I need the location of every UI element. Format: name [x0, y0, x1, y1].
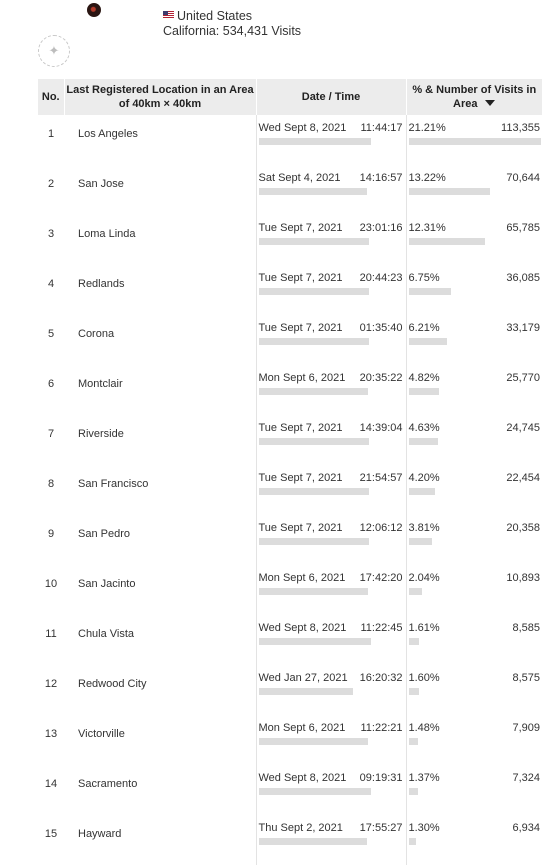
row-count: 25,770 [506, 372, 540, 384]
recency-bar [259, 188, 368, 195]
row-percent: 2.04% [408, 572, 440, 584]
visits-share-bar [409, 238, 486, 245]
row-time: 16:20:32 [359, 672, 403, 684]
row-count: 10,893 [506, 572, 540, 584]
row-time: 17:55:27 [359, 822, 403, 834]
row-time: 11:44:17 [360, 122, 403, 134]
row-location: San Francisco [78, 478, 149, 490]
visits-share-bar [409, 188, 491, 195]
row-date: Tue Sept 7, 2021 [258, 522, 343, 534]
row-date: Wed Jan 27, 2021 [258, 672, 348, 684]
row-percent: 13.22% [408, 172, 446, 184]
row-time: 11:22:45 [360, 622, 403, 634]
row-percent: 6.75% [408, 272, 440, 284]
row-number: 5 [47, 328, 55, 340]
header-no: No. [38, 79, 64, 115]
row-datetime [256, 465, 406, 515]
row-visits [406, 665, 542, 715]
row-count: 7,909 [512, 722, 540, 734]
row-date: Tue Sept 7, 2021 [258, 272, 343, 284]
table-row [38, 265, 542, 315]
visits-share-bar [409, 788, 418, 795]
row-visits [406, 715, 542, 765]
sort-descending-icon[interactable] [485, 100, 495, 106]
row-datetime [256, 215, 406, 265]
row-count: 8,575 [512, 672, 540, 684]
row-percent: 4.20% [408, 472, 440, 484]
visits-share-bar [409, 338, 447, 345]
row-percent: 4.63% [408, 422, 440, 434]
row-time: 20:44:23 [359, 272, 403, 284]
row-number: 7 [47, 428, 55, 440]
recency-bar [259, 238, 370, 245]
row-time: 01:35:40 [359, 322, 403, 334]
recency-bar [259, 438, 370, 445]
row-datetime [256, 265, 406, 315]
row-count: 20,358 [506, 522, 540, 534]
row-date: Wed Sept 8, 2021 [258, 622, 347, 634]
row-date: Mon Sept 6, 2021 [258, 572, 346, 584]
table-row [38, 765, 542, 815]
row-number: 4 [47, 278, 55, 290]
visits-share-bar [409, 738, 418, 745]
visits-share-bar [409, 438, 438, 445]
table-row [38, 615, 542, 665]
visits-share-bar [409, 138, 541, 145]
row-count: 6,934 [512, 822, 540, 834]
row-datetime [256, 115, 406, 165]
header-datetime: Date / Time [256, 79, 406, 115]
location-marker-icon [87, 3, 101, 17]
header-location: Last Registered Location in an Area of 40km × 40km [64, 79, 256, 115]
visits-share-bar [409, 588, 422, 595]
row-datetime [256, 815, 406, 865]
row-number: 13 [44, 728, 58, 740]
row-time: 14:39:04 [359, 422, 403, 434]
header-visits-label: % & Number of Visits in Area [412, 84, 537, 110]
row-location: Redwood City [78, 678, 147, 690]
row-time: 09:19:31 [359, 772, 403, 784]
row-datetime [256, 365, 406, 415]
table-row [38, 365, 542, 415]
row-number: 2 [47, 178, 55, 190]
table-row [38, 415, 542, 465]
recency-bar [259, 838, 368, 845]
row-number: 6 [47, 378, 55, 390]
country-line [163, 9, 301, 24]
recency-bar [259, 688, 353, 695]
watermark-logo: ✦ [38, 35, 70, 67]
row-date: Tue Sept 7, 2021 [258, 422, 343, 434]
row-location: San Jose [78, 178, 124, 190]
row-visits [406, 465, 542, 515]
row-number: 1 [47, 128, 55, 140]
row-location: Chula Vista [78, 628, 135, 640]
row-location: Victorville [78, 728, 125, 740]
row-visits [406, 565, 542, 615]
row-datetime [256, 665, 406, 715]
row-visits [406, 315, 542, 365]
row-location: Corona [78, 328, 115, 340]
row-percent: 1.37% [408, 772, 440, 784]
table-row [38, 115, 542, 165]
row-location: Hayward [78, 828, 122, 840]
recency-bar [259, 588, 369, 595]
row-visits [406, 165, 542, 215]
row-number: 11 [45, 628, 57, 640]
row-percent: 3.81% [408, 522, 440, 534]
row-count: 36,085 [506, 272, 540, 284]
row-percent: 12.31% [408, 222, 446, 234]
row-date: Wed Sept 8, 2021 [258, 122, 347, 134]
recency-bar [259, 388, 369, 395]
row-location: Loma Linda [78, 228, 136, 240]
row-location: Sacramento [78, 778, 138, 790]
table-row [38, 665, 542, 715]
row-number: 12 [44, 678, 58, 690]
table-row [38, 565, 542, 615]
recency-bar [259, 538, 370, 545]
table-row [38, 515, 542, 565]
recency-bar [259, 288, 370, 295]
row-time: 21:54:57 [359, 472, 403, 484]
row-date: Tue Sept 7, 2021 [258, 472, 343, 484]
row-datetime [256, 715, 406, 765]
table-row [38, 815, 542, 865]
row-visits [406, 765, 542, 815]
row-datetime [256, 615, 406, 665]
row-time: 14:16:57 [359, 172, 403, 184]
visits-share-bar [409, 288, 451, 295]
row-visits [406, 815, 542, 865]
row-location: San Pedro [78, 528, 130, 540]
row-count: 70,644 [506, 172, 540, 184]
row-time: 20:35:22 [359, 372, 403, 384]
recency-bar [259, 738, 369, 745]
row-location: Los Angeles [78, 128, 138, 140]
table-row [38, 165, 542, 215]
visits-share-bar [409, 538, 433, 545]
visits-share-bar [409, 388, 439, 395]
table-row [38, 315, 542, 365]
row-count: 65,785 [506, 222, 540, 234]
visits-table [38, 79, 542, 865]
row-number: 9 [47, 528, 55, 540]
recency-bar [259, 488, 370, 495]
recency-bar [259, 638, 371, 645]
row-percent: 21.21% [408, 122, 446, 134]
row-time: 12:06:12 [359, 522, 403, 534]
row-datetime [256, 515, 406, 565]
row-datetime [256, 565, 406, 615]
region-summary: California: 534,431 Visits [163, 24, 302, 38]
visits-share-bar [409, 638, 420, 645]
row-percent: 6.21% [408, 322, 440, 334]
row-number: 3 [47, 228, 55, 240]
row-visits [406, 515, 542, 565]
location-summary [163, 9, 301, 39]
row-location: Redlands [78, 278, 125, 290]
recency-bar [259, 788, 371, 795]
table-row [38, 465, 542, 515]
row-number: 10 [44, 578, 58, 590]
row-count: 113,355 [501, 122, 540, 134]
table-header-row [38, 79, 542, 115]
row-count: 22,454 [506, 472, 540, 484]
row-time: 23:01:16 [359, 222, 403, 234]
row-time: 17:42:20 [359, 572, 403, 584]
row-date: Wed Sept 8, 2021 [258, 772, 347, 784]
row-date: Mon Sept 6, 2021 [258, 372, 346, 384]
table-row [38, 715, 542, 765]
header-visits[interactable] [406, 79, 542, 115]
row-visits [406, 115, 542, 165]
row-percent: 1.60% [408, 672, 440, 684]
row-number: 8 [47, 478, 55, 490]
row-datetime [256, 315, 406, 365]
row-datetime [256, 765, 406, 815]
recency-bar [259, 138, 371, 145]
row-date: Sat Sept 4, 2021 [258, 172, 341, 184]
row-datetime [256, 165, 406, 215]
row-number: 15 [44, 828, 58, 840]
row-location: San Jacinto [78, 578, 136, 590]
country-name: United States [177, 9, 253, 23]
us-flag-icon [163, 11, 174, 19]
row-location: Montclair [78, 378, 123, 390]
row-percent: 1.48% [408, 722, 440, 734]
row-percent: 1.61% [408, 622, 440, 634]
row-count: 33,179 [506, 322, 540, 334]
row-percent: 4.82% [408, 372, 440, 384]
row-visits [406, 365, 542, 415]
row-datetime [256, 415, 406, 465]
row-date: Mon Sept 6, 2021 [258, 722, 346, 734]
row-time: 11:22:21 [360, 722, 403, 734]
row-visits [406, 215, 542, 265]
visits-share-bar [409, 488, 435, 495]
row-count: 8,585 [512, 622, 540, 634]
row-count: 7,324 [512, 772, 540, 784]
row-date: Thu Sept 2, 2021 [258, 822, 343, 834]
table-row [38, 215, 542, 265]
row-visits [406, 615, 542, 665]
row-location: Riverside [78, 428, 124, 440]
row-date: Tue Sept 7, 2021 [258, 322, 343, 334]
row-visits [406, 265, 542, 315]
row-percent: 1.30% [408, 822, 440, 834]
row-count: 24,745 [506, 422, 540, 434]
row-number: 14 [44, 778, 58, 790]
visits-share-bar [409, 838, 417, 845]
visits-share-bar [409, 688, 420, 695]
row-date: Tue Sept 7, 2021 [258, 222, 343, 234]
row-visits [406, 415, 542, 465]
recency-bar [259, 338, 370, 345]
